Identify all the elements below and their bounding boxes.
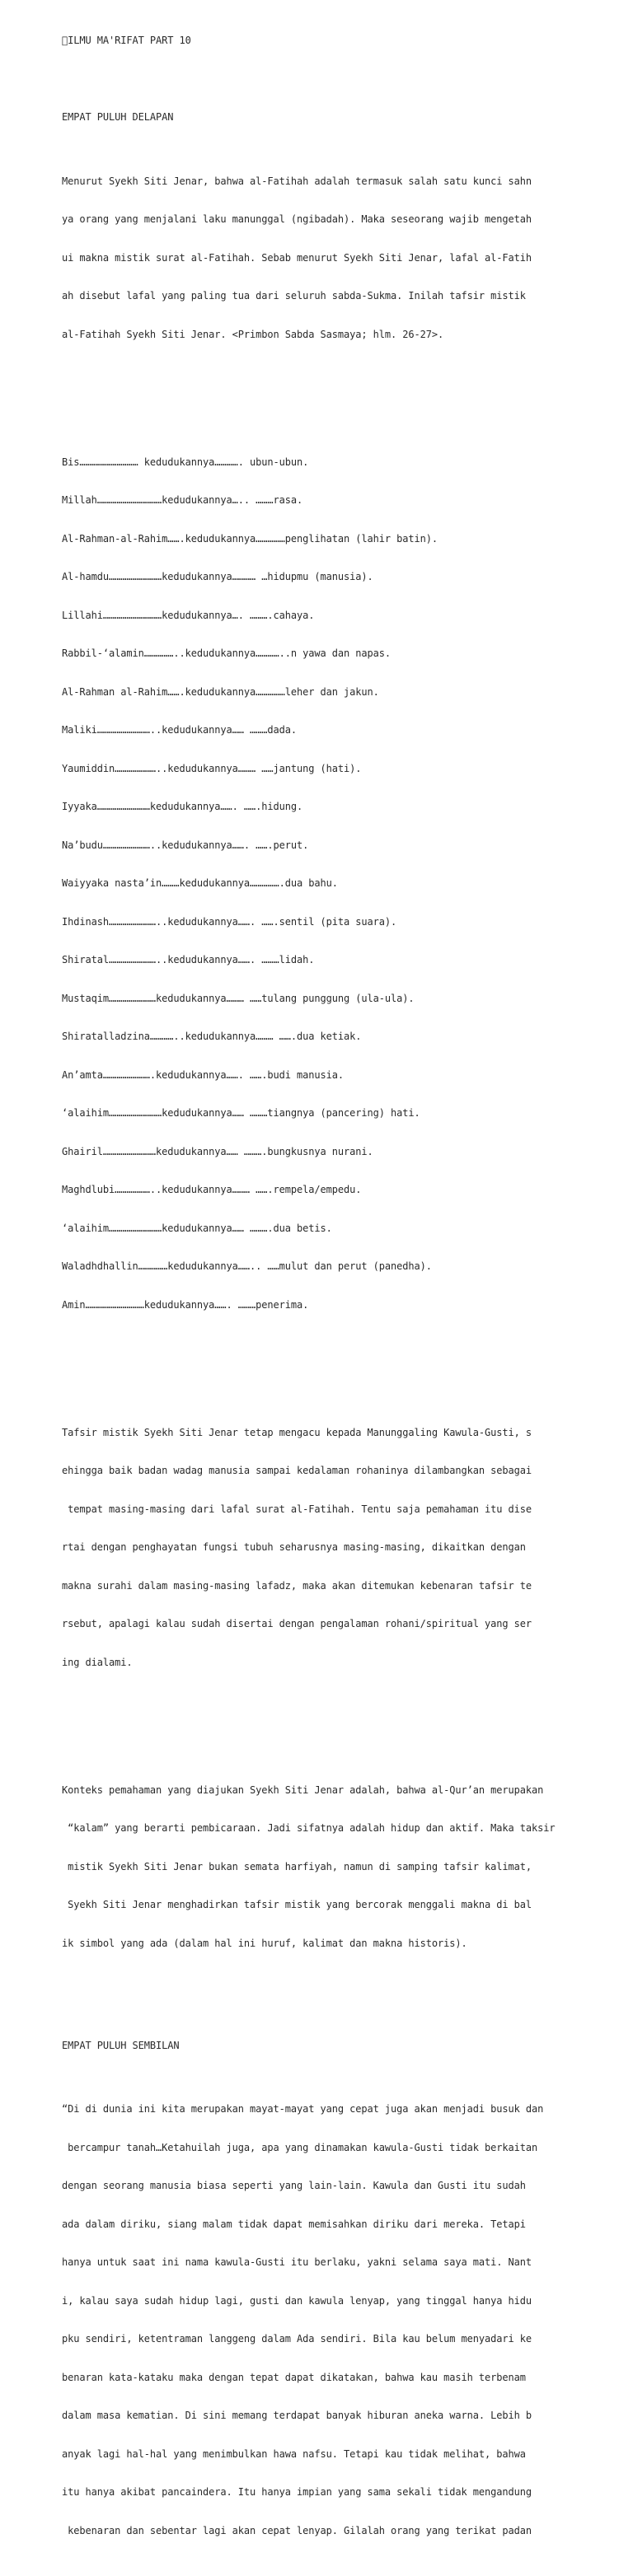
text-line: dengan seorang manusia biasa seperti yang lain-lain. Kawula dan Gusti itu sudah [62,2180,526,2191]
text-line: tempat masing-masing dari lafal surat al-Fatihah. Tentu saja pemahaman itu dise [62,1503,532,1515]
document-body [62,9,622,2576]
text-line: kebenaran dan sebentar lagi akan cepat lenyap. Gilalah orang yang terikat padan [62,2524,532,2536]
text-line: bercampur tanah…Ketahuilah juga, apa yang dinamakan kawula-Gusti tidak berkaitan [62,2141,538,2153]
list-item: Maliki………………………..kedudukannya…… ………dada. [62,724,297,736]
konteks-paragraph [62,1759,622,1976]
list-item: ‘alaihim………………………kedudukannya…… ……….dua betis. [62,1222,332,1234]
list-item: Al-Rahman-al-Rahim…….kedudukannya……………penglihatan (lahir batin). [62,532,438,545]
text-line: ui makna mistik surat al-Fatihah. Sebab menurut Syekh Siti Jenar, lafal al-Fatih [62,251,532,264]
list-item: Na’budu……………………..kedudukannya……. …….perut. [62,839,309,851]
text-line: itu hanya akibat pancaindera. Itu hanya impian yang sama sekali tidak mengandung [62,2486,532,2498]
list-item: Ihdinash……………………..kedudukannya……. …….sentil (pita suara). [62,915,397,928]
list-item: Iyyaka………………………kedudukannya……. …….hidung. [62,801,303,812]
text-line: ing dialami. [62,1656,133,1668]
list-item: Millah……………………………kedudukannya….. ………rasa. [62,494,303,506]
text-line: pku sendiri, ketentraman langgeng dalam Ada sendiri. Bila kau belum menyadari ke [62,2333,532,2345]
text-line: Konteks pemahaman yang diajukan Syekh Siti Jenar adalah, bahwa al-Qur’an merupakan [62,1784,544,1796]
list-item: Al-Rahman al-Rahim…….kedudukannya……………leher dan jakun. [62,685,379,698]
text-line: mistik Syekh Siti Jenar bukan semata harfiyah, namun di samping tafsir kalimat, [62,1860,532,1872]
list-item: Maghdlubi………………..kedudukannya……… …….rempela/empedu. [62,1184,362,1195]
text-line: rsebut, apalagi kalau sudah disertai dengan pengalaman rohani/spiritual yang ser [62,1618,532,1629]
text-line: ik simbol yang ada (dalam hal ini huruf, kalimat dan makna historis). [62,1937,467,1949]
text-line: anyak lagi hal-hal yang menimbulkan hawa nafsu. Tetapi kau tidak melihat, bahwa [62,2447,526,2460]
list-item: Yaumiddin…………………..kedudukannya……… ……jantung (hati). [62,762,362,774]
list-item: Waiyyaka nasta’in………kedudukannya…………….dua bahu. [62,877,338,889]
text-line: ehingga baik badan wadag manusia sampai kedalaman rohaninya dilambangkan sebagai [62,1465,532,1476]
section-49-paragraph [62,2078,622,2563]
list-item: Rabbil-‘alamin……………..kedudukannya…………..n yawa dan napas. [62,648,391,659]
text-line: al-Fatihah Syekh Siti Jenar. <Primbon Sabda Sasmaya; hlm. 26-27>. [62,328,444,340]
text-line: Syekh Siti Jenar menghadirkan tafsir mistik yang bercorak menggali makna di bal [62,1899,532,1910]
text-line: Menurut Syekh Siti Jenar, bahwa al-Fatihah adalah termasuk salah satu kunci sahn [62,175,532,187]
list-item: Ghairil………………………kedudukannya…… ……….bungkusnya nurani. [62,1145,373,1157]
fatihah-list [62,431,622,1338]
list-item: Waladhdhallin……………kedudukannya…….. ……mulut dan perut (panedha). [62,1260,432,1272]
list-item: Lillahi…………………………kedudukannya…. ……….cahaya. [62,609,315,621]
list-item: Al-hamdu………………………kedudukannya………… …hidupmu (manusia). [62,571,373,582]
section-48-paragraph [62,150,622,367]
section-heading-48: EMPAT PULUH DELAPAN [62,111,174,123]
text-line: ada dalam diriku, siang malam tidak dapat memisahkan diriku dari mereka. Tetapi [62,2218,526,2230]
text-line: benaran kata-kataku maka dengan tepat dapat dikatakan, bahwa kau masih terbenam [62,2371,526,2383]
text-line: Tafsir mistik Syekh Siti Jenar tetap mengacu kepada Manunggaling Kawula-Gusti, s [62,1426,532,1438]
list-item: Shiratalladzina…………..kedudukannya……… …….dua ketiak. [62,1031,362,1042]
text-line: rtai dengan penghayatan fungsi tubuh seharusnya masing-masing, dikaitkan dengan [62,1541,526,1553]
tafsir-paragraph [62,1401,622,1695]
text-line: “Di di dunia ini kita merupakan mayat-mayat yang cepat juga akan menjadi busuk dan [62,2103,544,2115]
list-item: Mustaqim……………………kedudukannya……… ……tulang punggung (ula-ula). [62,992,415,1004]
document-title: ILMU MA'RIFAT PART 10 [62,35,191,46]
text-line: ya orang yang menjalani laku manunggal (ngibadah). Maka seseorang wajib mengetah [62,213,532,225]
text-line: i, kalau saya sudah hidup lagi, gusti dan kawula lenyap, yang tinggal hanya hidu [62,2294,532,2307]
list-item: Shiratal……………………..kedudukannya……. ………lidah. [62,954,315,965]
list-item: Amin…………………………kedudukannya……. ………penerima. [62,1298,309,1311]
text-line: ah disebut lafal yang paling tua dari seluruh sabda-Sukma. Inilah tafsir mistik [62,290,526,302]
text-line: “kalam” yang berarti pembicaraan. Jadi sifatnya adalah hidup dan aktif. Maka taksir [62,1822,556,1834]
text-line: dalam masa kematian. Di sini memang terdapat banyak hiburan aneka warna. Lebih b [62,2410,532,2421]
list-item: Bis………………………… kedudukannya…………. ubun-ubun. [62,456,309,468]
section-heading-49: EMPAT PULUH SEMBILAN [62,2039,180,2051]
list-item: ‘alaihim………………………kedudukannya…… ………tiangnya (pancering) hati. [62,1107,420,1119]
list-item: An’amta…………………….kedudukannya……. …….budi manusia. [62,1068,344,1081]
text-line: makna surahi dalam masing-masing lafadz, maka akan ditemukan kebenaran tafsir te [62,1579,532,1592]
text-line: hanya untuk saat ini nama kawula-Gusti itu berlaku, yakni selama saya mati. Nant [62,2256,532,2268]
